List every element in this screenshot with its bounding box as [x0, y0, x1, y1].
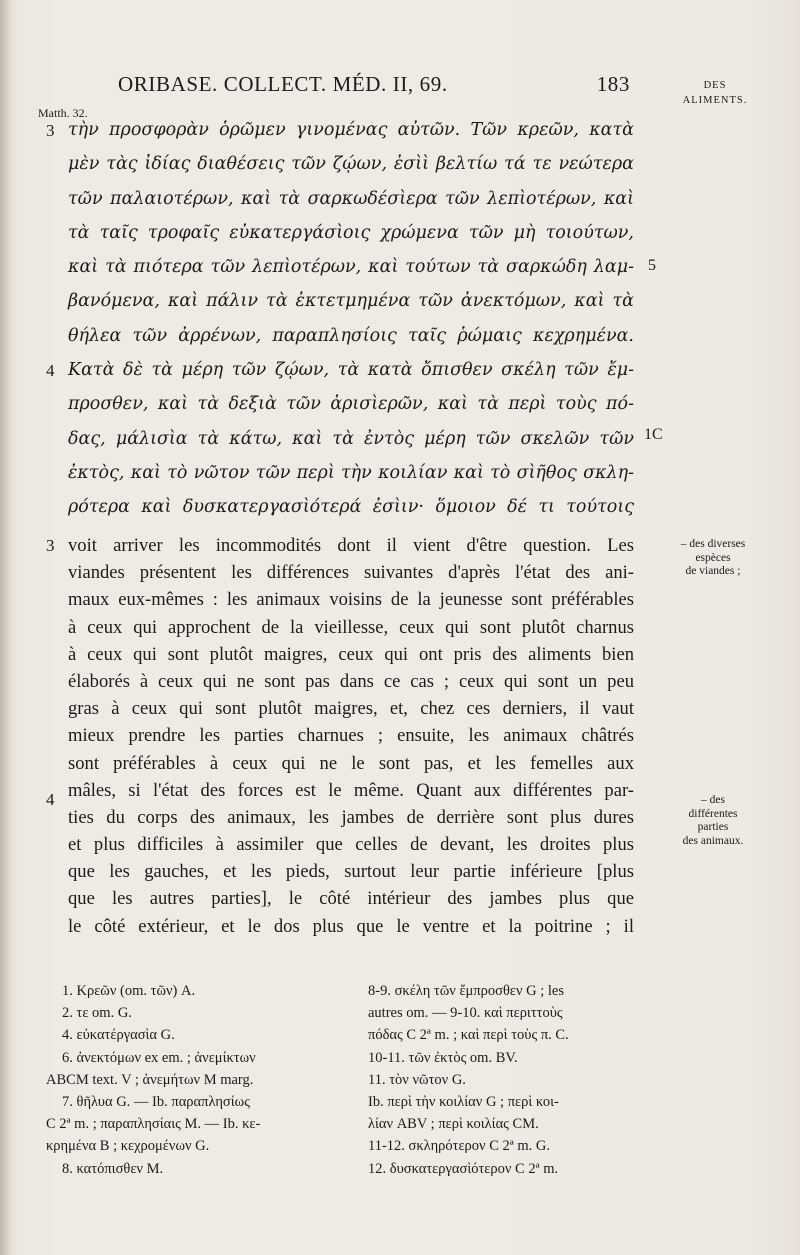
margin-note-line: parties [697, 821, 729, 833]
french-line: que les gauches, et les pieds, surtout leur partie inférieure [plus [68, 861, 634, 883]
french-section-number-4: 4 [46, 790, 55, 809]
matth-reference: Matth. 32. [38, 106, 88, 120]
greek-line: δας, μάλισὶα τὰ κάτω, καὶ τὰ ἐντὸς μέρη τῶν σκελῶν τῶν [68, 428, 634, 449]
footnote-line: 11-12. σκληρότερον C 2ª m. G. [368, 1138, 551, 1155]
french-line: à ceux qui sont plutôt maigres, ceux qui ont pris des aliments bien [68, 643, 634, 665]
gutter-shadow [0, 0, 10, 1255]
footnote-line: 10-11. τῶν ἐκτὸς om. BV. [368, 1049, 518, 1066]
footnote-line: 1. Κρεῶν (om. τῶν) A. [62, 983, 196, 999]
french-line: maux eux-mêmes : les animaux voisins de la jeunesse sont préférables [68, 589, 634, 611]
greek-line: ἐκτὸς, καὶ τὸ νῶτον τῶν περὶ τὴν κοιλίαν καὶ τὸ σὶῆθος σκλη- [68, 462, 634, 483]
margin-note-line: de viandes ; [685, 565, 741, 577]
french-section-number-3: 3 [46, 536, 55, 555]
greek-line: τὰ ταῖς τροφαῖς εὐκατεργάσὶοις χρώμενα τῶν μὴ τοιούτων, [68, 222, 634, 243]
french-line: à ceux qui approchent de la vieillesse, ceux qui sont plutôt charnus [68, 616, 634, 638]
french-line: viandes présentent les différences suivantes d'après l'état des ani- [68, 562, 634, 584]
margin-note-line: – des [701, 794, 725, 806]
greek-section-number-4: 4 [46, 361, 55, 380]
french-line: le côté extérieur, et le dos plus que le ventre et la poitrine ; il [68, 915, 634, 937]
side-header-line-2: ALIMENTS. [682, 95, 748, 106]
footnote-line: 8. κατόπισθεν M. [62, 1160, 164, 1177]
french-line: gras à ceux qui sont plutôt maigres, et, chez ces derniers, il vaut [68, 698, 634, 720]
greek-line: μὲν τὰς ἰδίας διαθέσεις τῶν ζῴων, ἐσὶὶ βελτίω τά τε νεώτερα [68, 154, 634, 175]
margin-note-line: espèces [695, 551, 731, 564]
margin-note-species [660, 538, 766, 579]
greek-line-number-5: 5 [648, 257, 656, 274]
greek-line: Κατὰ δὲ τὰ μέρη τῶν ζῴων, τὰ κατὰ ὄπισθεν σκέλη τῶν ἔμ- [68, 360, 634, 381]
footnote-line: 6. ἀνεκτόμων ex em. ; ἀνεμίκτων [62, 1049, 256, 1066]
french-translation-block [68, 532, 634, 940]
margin-note-line: différentes [688, 807, 738, 820]
french-line: voit arriver les incommodités dont il vient d'être question. Les [68, 535, 634, 556]
footnote-line: 8-9. σκέλη τῶν ἔμπροσθεν G ; les [368, 983, 565, 999]
footnote-line: 7. θῆλυα G. — Ib. παραπλησίως [62, 1094, 250, 1111]
greek-line: προσθεν, καὶ τὰ δεξιὰ τῶν ἀρισὶερῶν, καὶ τὰ περὶ τοὺς πό- [68, 394, 634, 415]
footnotes-right-column [368, 980, 640, 1180]
side-header [676, 78, 754, 108]
margin-note-line: – des diverses [680, 538, 746, 550]
footnote-line: 4. εὐκατέργασὶα G. [62, 1027, 175, 1044]
french-line: sont préférables à ceux qui ne le sont pas, et les femelles aux [68, 752, 634, 774]
footnote-line: ABCM text. V ; ἀνεμήτων M marg. [46, 1071, 254, 1088]
french-line: mieux prendre les parties charnues ; ensuite, les animaux châtrés [68, 725, 634, 747]
french-line: ties du corps des animaux, les jambes de derrière sont plus dures [68, 806, 634, 828]
margin-note-line: des animaux. [682, 834, 744, 847]
footnotes-left-column [46, 980, 336, 1180]
footnote-line: C 2ª m. ; παραπλησίαις M. — Ib. κε- [46, 1116, 261, 1133]
footnote-line: autres om. — 9-10. καὶ περιττοὺς [368, 1005, 563, 1022]
french-line: mâles, si l'état des forces est le même. Quant aux différentes par- [68, 779, 634, 801]
footnote-line: 12. δυσκατεργασὶότερον C 2ª m. [368, 1160, 559, 1177]
greek-line: ρότερα καὶ δυσκατεργασὶότερά ἐσὶιν· ὅμοιον δέ τι τούτοις [68, 497, 634, 518]
french-line: que les autres parties], le côté intérieur des jambes plus que [68, 888, 634, 910]
greek-line: θήλεα τῶν ἀρρένων, παραπλησίοις ταῖς ῥώμαις κεχρημένα. [68, 325, 634, 346]
french-line: et plus difficiles à assimiler que celles de devant, les droites plus [68, 834, 634, 856]
greek-section-number-3: 3 [46, 121, 55, 140]
footnote-line: λίαν ABV ; περὶ κοιλίας CM. [368, 1116, 539, 1133]
greek-line: τῶν παλαιοτέρων, καὶ τὰ σαρκωδέσὶερα τῶν λεπὶοτέρων, καὶ [68, 188, 634, 209]
footnote-line: κρημένα B ; κεχρομένων G. [46, 1138, 210, 1155]
greek-line-number-10: 1C [644, 426, 663, 443]
running-title: ORIBASE. COLLECT. MÉD. II, 69. [118, 72, 448, 96]
footnote-line: 2. τε om. G. [62, 1005, 132, 1022]
margin-note-parts [660, 794, 766, 848]
french-line: élaborés à ceux qui ne sont pas dans ce cas ; ceux qui sont un peu [68, 670, 634, 692]
greek-text-block [68, 113, 634, 525]
greek-line: καὶ τὰ πιότερα τῶν λεπὶοτέρων, καὶ τούτων τὰ σαρκώδη λαμ- [68, 257, 634, 278]
footnote-line: Ib. περὶ τὴν κοιλίαν G ; περὶ κοι- [368, 1094, 559, 1111]
footnote-line: πόδας C 2ª m. ; καὶ περὶ τοὺς π. C. [368, 1027, 569, 1044]
greek-line: βανόμενα, καὶ πάλιν τὰ ἐκτετμημένα τῶν ἀνεκτόμων, καὶ τὰ [68, 291, 634, 312]
footnote-line: 11. τὸν νῶτον G. [368, 1071, 466, 1088]
greek-line: τὴν προσφορὰν ὁρῶμεν γινομένας αὐτῶν. Τῶν κρεῶν, κατὰ [68, 120, 634, 140]
side-header-line-1: DES [703, 80, 727, 91]
page-number: 183 [596, 72, 630, 96]
